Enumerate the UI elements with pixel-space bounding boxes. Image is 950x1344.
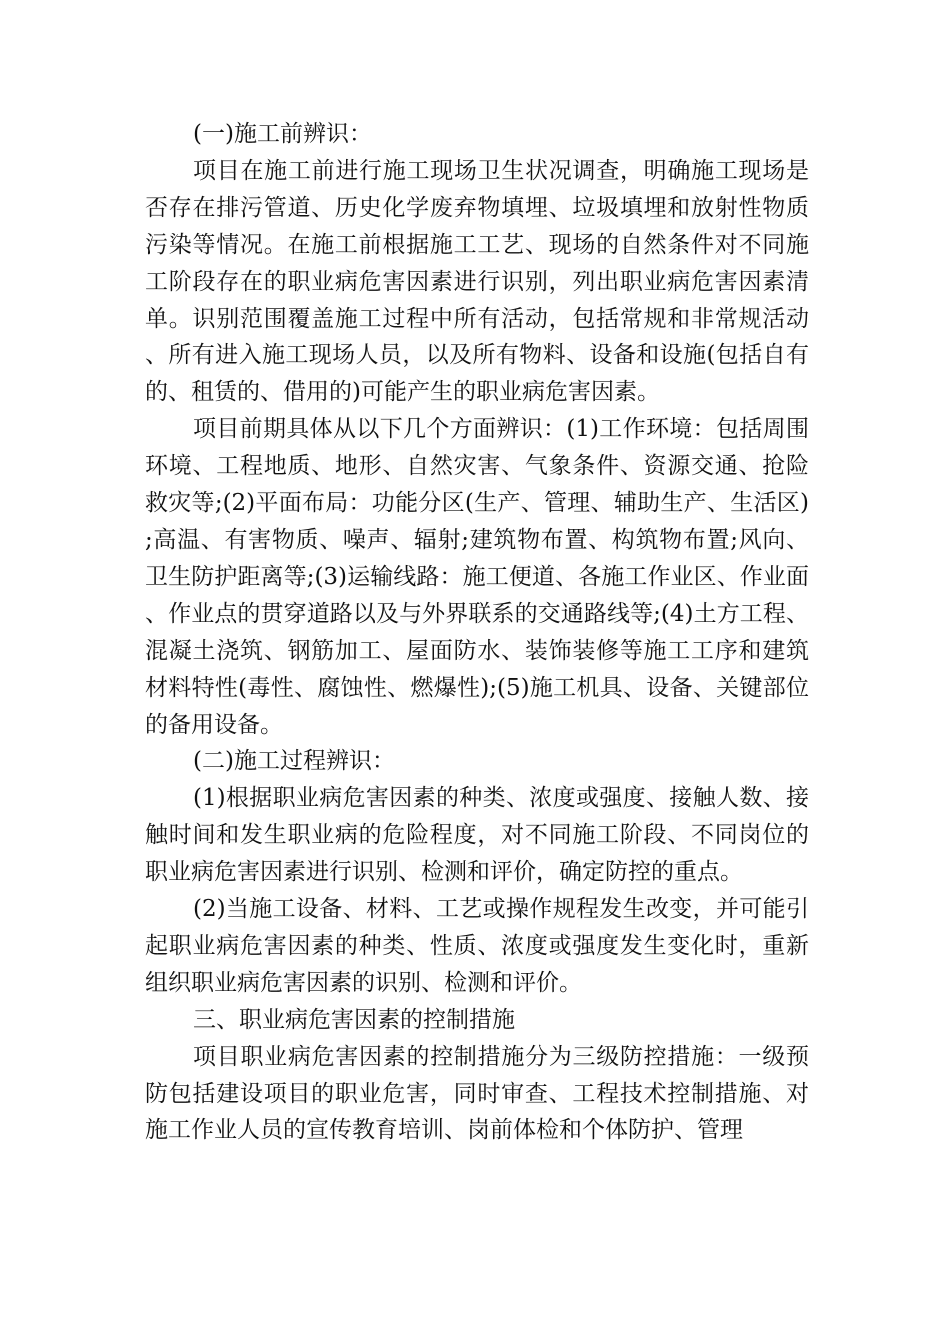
paragraph-item-1: (1)根据职业病危害因素的种类、浓度或强度、接触人数、接触时间和发生职业病的危险程度，对不同施工阶段、不同岗位的职业病危害因素进行识别、检测和评价，确定防控的重点。 [145, 785, 809, 886]
paragraph-site-survey: 项目在施工前进行施工现场卫生状况调查，明确施工现场是否存在排污管道、历史化学废弃物填埋、垃圾填埋和放射性物质污染等情况。在施工前根据施工工艺、现场的自然条件对不同施工阶段存在的职业病危害因素进行识别，列出职业病危害因素清单。识别范围覆盖施工过程中所有活动，包括常规和非常规活动、所有进入施工现场人员，以及所有物料、设备和设施(包括自有的、租赁的、借用的)可能产生的职业病危害因素。 [145, 157, 809, 406]
document-body [145, 116, 809, 1149]
paragraph-three-level-prevention: 项目职业病危害因素的控制措施分为三级防控措施：一级预防包括建设项目的职业危害，同时审查、工程技术控制措施、对施工作业人员的宣传教育培训、岗前体检和个体防护、管理 [145, 1043, 809, 1144]
paragraph-item-2: (2)当施工设备、材料、工艺或操作规程发生改变，并可能引起职业病危害因素的种类、性质、浓度或强度发生变化时，重新组织职业病危害因素的识别、检测和评价。 [145, 896, 809, 996]
section-heading-control-measures: 三、职业病危害因素的控制措施 [193, 1006, 515, 1033]
paragraph-early-stage-aspects: 项目前期具体从以下几个方面辨识：(1)工作环境：包括周围环境、工程地质、地形、自然灾害、气象条件、资源交通、抢险救灾等;(2)平面布局：功能分区(生产、管理、辅助生产、生活区);高温、有害物质、噪声、辐射;建筑物布置、构筑物布置;风向、卫生防护距离等;(3)运输线路：施工便道、各施工作业区、作业面、作业点的贯穿道路以及与外界联系的交通路线等;(4)土方工程、混凝土浇筑、钢筋加工、屋面防水、装饰装修等施工工序和建筑材料特性(毒性、腐蚀性、燃爆性);(5)施工机具、设备、关键部位的备用设备。 [145, 416, 809, 738]
heading-construction-process-identification: (二)施工过程辨识： [193, 748, 395, 775]
heading-pre-construction-identification: (一)施工前辨识： [193, 121, 372, 147]
